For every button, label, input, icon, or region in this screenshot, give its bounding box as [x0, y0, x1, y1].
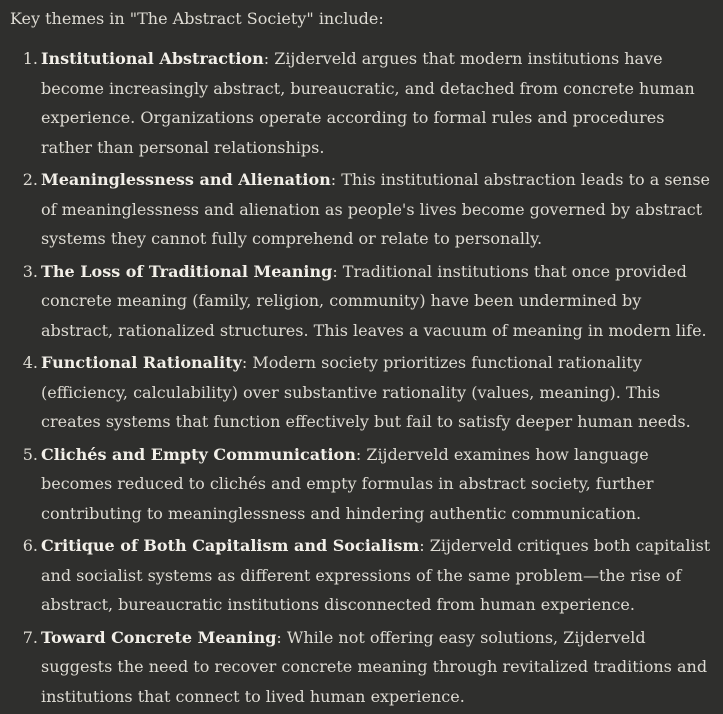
list-item-number: 7.: [22, 627, 38, 647]
list-item-number: 4.: [22, 353, 38, 372]
list-item: [10, 531, 715, 620]
intro-text: Key themes in "The Abstract Society" include:: [10, 9, 384, 28]
list-item: [10, 44, 715, 162]
list-item-description: : Traditional institutions that once provided concrete meaning (family, religion, community) have been undermined by abstract, rationalized structures. This leaves a vacuum of meaning in modern life.: [41, 261, 707, 340]
list-item: [10, 257, 715, 346]
list-item-number: 6.: [22, 536, 38, 555]
list-item-description: : Zijderveld examines how language becomes reduced to clichés and empty formulas in abstract society, further contributing to meaninglessness and hindering authentic communication.: [41, 444, 654, 523]
list-item: [10, 440, 715, 529]
list-item-description: : Zijderveld argues that modern institutions have become increasingly abstract, bureaucratic, and detached from concrete human experience. Organizations operate according to formal rules and procedures rather than personal relationships.: [41, 49, 695, 157]
list-item-description: : While not offering easy solutions, Zijderveld suggests the need to recover concrete meaning through revitalized traditions and institutions that connect to lived human experience.: [41, 627, 708, 706]
message-content: [10, 7, 715, 714]
list-item-number: 3.: [22, 261, 38, 281]
list-item-term: Functional Rationality: [41, 353, 242, 372]
list-item-term: Meaninglessness and Alienation: [41, 170, 331, 189]
list-item-number: 2.: [22, 170, 38, 189]
list-item-description: : Zijderveld critiques both capitalist and socialist systems as different expressions of the same problem—the rise of abstract, bureaucratic institutions disconnected from human experience.: [41, 536, 711, 614]
list-item-number: 1.: [22, 49, 38, 68]
list-item-term: Clichés and Empty Communication: [41, 444, 356, 464]
list-item-number: 5.: [22, 444, 38, 464]
list-item: [10, 165, 715, 254]
themes-list: [10, 44, 715, 711]
list-item-term: Institutional Abstraction: [41, 49, 264, 68]
list-item-description: : This institutional abstraction leads to a sense of meaninglessness and alienation as people's lives become governed by abstract systems they cannot fully comprehend or relate to personally.: [41, 170, 710, 248]
list-item: [10, 348, 715, 437]
list-item-term: Critique of Both Capitalism and Socialism: [41, 536, 420, 555]
list-item-description: : Modern society prioritizes functional rationality (efficiency, calculability) over substantive rationality (values, meaning). This creates systems that function effectively but fail to satisfy deeper human needs.: [41, 353, 691, 431]
list-item-term: The Loss of Traditional Meaning: [41, 261, 333, 281]
list-item-term: Toward Concrete Meaning: [41, 627, 277, 647]
list-item: [10, 623, 715, 712]
